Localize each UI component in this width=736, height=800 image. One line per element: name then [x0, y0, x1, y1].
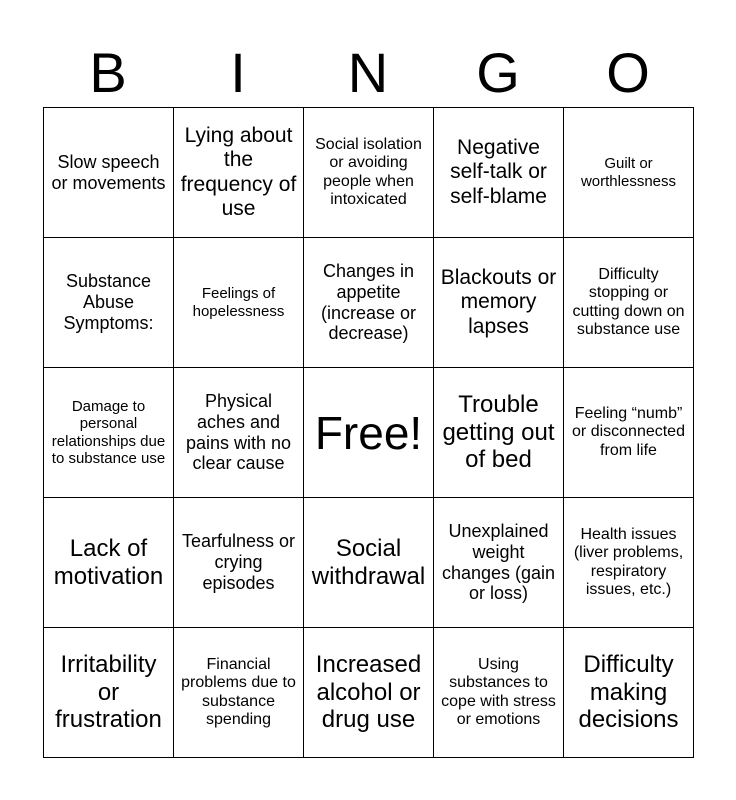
bingo-cell[interactable]: Lack of motivation — [44, 498, 174, 628]
bingo-cell[interactable]: Social isolation or avoiding people when intoxicated — [304, 108, 434, 238]
bingo-cell[interactable]: Feelings of hopelessness — [174, 238, 304, 368]
bingo-cell[interactable]: Feeling “numb” or disconnected from life — [564, 368, 694, 498]
title-letter-i: I — [230, 41, 246, 104]
bingo-board — [43, 107, 694, 758]
bingo-cell[interactable]: Difficulty making decisions — [564, 628, 694, 758]
bingo-cell[interactable]: Tearfulness or crying episodes — [174, 498, 304, 628]
bingo-cell[interactable]: Substance Abuse Symptoms: — [44, 238, 174, 368]
bingo-cell[interactable]: Damage to personal relationships due to substance use — [44, 368, 174, 498]
bingo-cell[interactable]: Physical aches and pains with no clear cause — [174, 368, 304, 498]
bingo-title — [43, 38, 693, 108]
bingo-cell[interactable]: Health issues (liver problems, respiratory issues, etc.) — [564, 498, 694, 628]
bingo-cell[interactable]: Unexplained weight changes (gain or loss) — [434, 498, 564, 628]
title-letter-o: O — [606, 41, 650, 104]
bingo-cell[interactable]: Financial problems due to substance spending — [174, 628, 304, 758]
title-letter-b: B — [89, 41, 127, 104]
free-space[interactable]: Free! — [304, 368, 434, 498]
bingo-cell[interactable]: Negative self-talk or self-blame — [434, 108, 564, 238]
bingo-cell[interactable]: Lying about the frequency of use — [174, 108, 304, 238]
bingo-cell[interactable]: Using substances to cope with stress or emotions — [434, 628, 564, 758]
bingo-cell[interactable]: Changes in appetite (increase or decrease) — [304, 238, 434, 368]
bingo-cell[interactable]: Irritability or frustration — [44, 628, 174, 758]
bingo-cell[interactable]: Trouble getting out of bed — [434, 368, 564, 498]
bingo-cell[interactable]: Blackouts or memory lapses — [434, 238, 564, 368]
bingo-cell[interactable]: Slow speech or movements — [44, 108, 174, 238]
title-letter-g: G — [476, 41, 520, 104]
bingo-cell[interactable]: Increased alcohol or drug use — [304, 628, 434, 758]
title-letter-n: N — [347, 41, 389, 104]
bingo-cell[interactable]: Guilt or worthlessness — [564, 108, 694, 238]
bingo-cell[interactable]: Difficulty stopping or cutting down on substance use — [564, 238, 694, 368]
bingo-cell[interactable]: Social withdrawal — [304, 498, 434, 628]
